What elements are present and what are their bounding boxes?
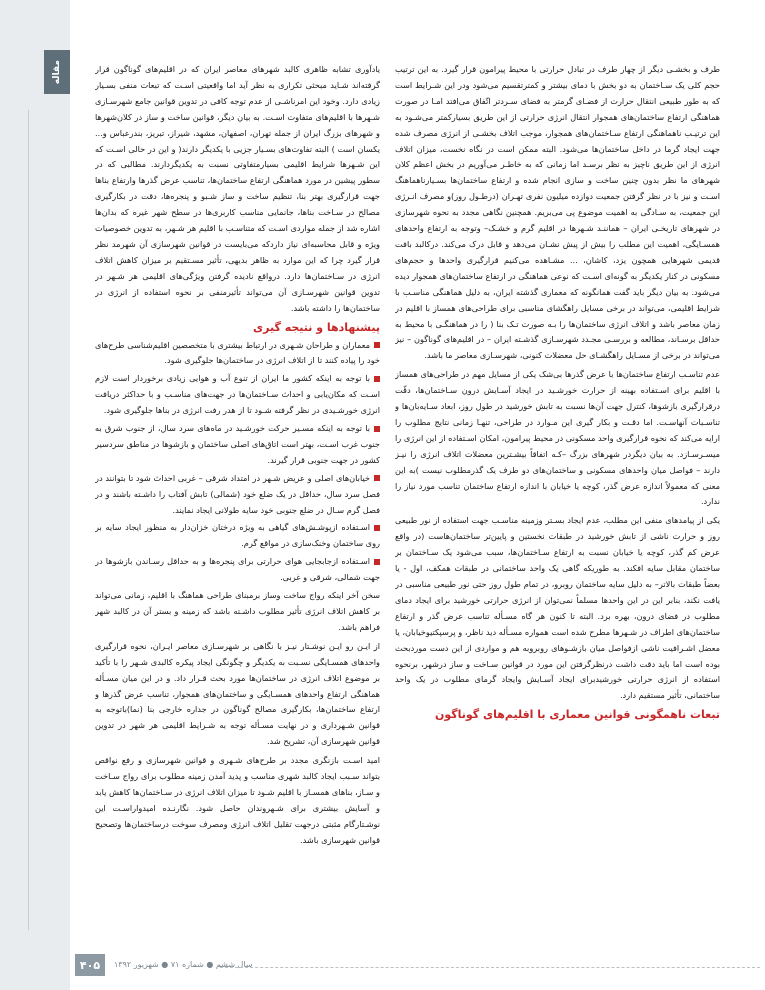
square-bullet-icon xyxy=(374,376,380,382)
paragraph: امید اسـت بازنگری مجدد بر طرح‌های شـهری و قوانین شهرسازی و رفع نواقص بتواند سـبب ایجاد کالبد شهری مناسب و پدید آمدن زمینه مطلوب برای رواج سـاخت و سـاز، بناهای همسـاز با اقلیم شـود تا میزان اتلاف انرژی در سـاختمان‌ها کاهش یابد و آسایش بیشتری برای شـهروندان حاصل شود. نگارنـده امیدواراسـت این نوشـتارگام مثبتی درجهت تقلیل اتلاف انرژی ومصرف سوخت درساختمان‌ها وتصحیح قوانین شهرسازی باشد. xyxy=(95,755,380,845)
bullet-text: خیابان‌های اصلی و عریض شـهر در امتداد شرقی – غربی احداث شود تا بتوانند در فصل سرد سال، حداقل در یک ضلع خود (شمالی) تابش آفتاب را داشـته باشند و در فصل گرم سـال در ضلع جنوبی خود سایه طولانی ایجاد نمایند. xyxy=(95,472,380,515)
section-heading: پیشنهادها و نتیجه گیری xyxy=(253,320,380,334)
square-bullet-icon xyxy=(374,342,380,348)
right-column xyxy=(395,62,720,942)
bullet-text: با توجه به اینکه مسـیر حرکت خورشـید در ماه‌های سرد سال، از جنوب شرق به جنوب غرب اسـت، بهتر است اتاق‌های اصلی ساختمان و بازشوها در مناطق سردسیر کشور در جهت جنوبی قرار گیرند. xyxy=(95,423,380,465)
paragraph: عدم تناسـب ارتفاع ساختمان‌ها با عرض گذرها بی‌شک یکی از مسایل مهم در طراحی‌های همساز با اقلیم برای اسـتفاده بهینه از حرارت خورشـید در ایجاد آسـایش درون سـاختمان‌ها، دقّت درقرارگیری بازشوها، کنترل جهت آن‌ها نسبت به تابش خورشید در طول روز، ابعاد سـایه‌بان‌ها و تناسـبات آنهاسـت. اما دقـت و بکار گیری این مـوارد در طراحی، تنهـا زمانی نتایج مطلوب را ارایه می‌کند که نحوه قرارگیری واحد مسکونی در محیط پیرامون، امکان اسـتفاده از این انرژی را میسـرسـازد. به بیان دیگردر شهرهای بزرگ –کـه اتفاقاً بیشـترین معضلات اتلاف انرژی را نیـز دارند – فواصل میان واحدهای مسکونی و ساختمان‌های دو طرف یک گذرمطلوب نیست )به این معنی که معمولاً اندازه عرض گذر، کوچه یا خیابان با اندازه ارتفاع ساختمان تناسب مورد نیاز را ندارد. xyxy=(395,369,720,507)
bullet-item xyxy=(95,554,380,586)
square-bullet-icon xyxy=(374,559,380,565)
square-bullet-icon xyxy=(374,475,380,481)
bullet-item xyxy=(95,371,380,419)
left-column xyxy=(95,62,380,942)
section-tab xyxy=(44,50,70,94)
paragraph: یکی از پیامدهای منفی این مطلب، عدم ایجاد بسـتر وزمینه مناسـب جهت استفاده از نور طبیعی روز و حرارت ناشی از تابش خورشید در طبقات نخستین و پایین‌تر ساختمان‌هاست (در واقع عرض کم گذر، کوچه یا خیابان نسبت به ارتفاع سـاختمان‌ها، سبب می‌شود یک سـاختمان بر ساختمان مقابل سایه افکند. به طوریکه گاهی یک واحد ساختمانی در طبقات همکف، اول - یا بعضاً طبقات بالاتر– به دلیل سایه ساختمان روبرو، در تمام طول روز حتی نور طبیعی مناسبی در یافت نکند، بنابر این در این واحدها مسلماً نمی‌توان از انرژی حرارتی خورشید برای ایجاد دمای مطلوب در فضای درون، بهره برد. البته تا کنون هر گاه مسـأله تناسب عرض گذر و ارتفاع ساختمان‌های اطراف در شـهرها مطرح شده است همواره مسـأله دید ناظر، و پرسپکتیوخیابان، یا معضل اشـرافیت ناشی ازفواصل میان بازشـوهای روبروبه هم و مواردی از این دست موردبحث بوده است اما باید دقت داشت درنظرگرفتن این مورد در قوانین سـاخت و ساز درشهر، برنحوه استفاده از انرژی حرارتی خورشیدبرای ایجاد آسـایش وایجاد گرمای مطلوب در یک واحد ساختمانی، تأثیر مستقیم دارد. xyxy=(395,515,720,701)
footer-divider xyxy=(220,967,760,968)
bullet-item xyxy=(95,421,380,469)
bullet-text: معماران و طراحان شـهری در ارتباط بیشتری با متخصصین اقلیم‌شناسی طرح‌های خود را پیاده کنند تا از اتلاف انرژی در ساختمان‌ها جلوگیری شود. xyxy=(95,339,380,366)
paragraph: طرف و بخشـی دیگر از چهار طرف در تبادل حرارتی با محیط پیرامون قرار گیرد. به این ترتیب حجم کلی یک سـاختمان به دو بخش با دمای بیشتر و کمترتقسیم می‌شود ودر این شـرایط است که به طور طبیعی انتقال حرارت از فضـای گرمتر به فضای سـردتر اتّفاق می‌افتد امـا در صورت هماهنگی ارتفاع ساختمان‌های همجوار انتقال انرژی حرارتی از این طریق بسیارکمتر می‌شـود به این ترتیـب ناهماهنگی ارتفاع سـاختمان‌های همجوار، موجب اتلاف بخشـی از انرژی مصرف شده جهت ایجاد گرما در داخل ساختمان‌ها می‌شود. البته ممکن است در نگاه نخست، میزان اتلاف انرژی از این طریق ناچیز به نظر برسـد اما زمانی که به خاطـر می‌آوریم در بخش اعظم کلان شهرهای ما نظر بدون چنین ساخت و سازی انجام شده و ارتفاع ساختمان‌ها بسـیارناهماهنگ اسـت و نیز با در نظر گرفتن جمعیت دوازده میلیون نفری تهـران (درطـول روز)و مصرف انـرژی این جمعیت، به سـادگی به اهمیت موضوع پی می‌بریم. همچنین نگاهی مجدد به نحوه شهرسازی در شهرهای تاریخـی ایران – هماننـد شـهرها در اقلیم گرم و خشـک– وتوجه به ارتفاع واحدهای همسـایگی، اهمیت این مطلب را بیش از پیش نشـان می‌دهد و قابل درک می‌کند. درکالبد بافت قدیمی شهرهایی همچون یزد، کاشان، ... مشـاهده می‌کنیم قرارگیری واحدها و حجم‌های مسکونی در کنار یکدیگر به گونه‌ای اسـت که نوعی هماهنگی در ارتفاع ساختمان‌های همجوار دیده می‌شود. به بیان دیگر باید گفت همانگونه که معماری گذشته ایران، به دلیل هماهنگی مناسـب با شرایط اقلیمی، می‌تواند در برخی مسایل راهگشای مناسبی برای طراحی‌های همساز با اقلیم در زمان معاصر باشد و اتلاف انرژی ساختمان‌ها را بـه صورت تـک بنا ( را در هماهنگـی با محیط به حداقل برسـاند، مطالعه و بررسـی مجـدد شهرسـازی گذشـته ایران – در اقلیم‌های گوناگون – نیز می‌تواند در برخی از مسـایل راهگشـای حل معضلات کنونی، شهرسـازی معاصر ما باشد. xyxy=(395,64,720,361)
paragraph: سخن آخر اینکه رواج ساخت وساز برمبنای طراحی هماهنگ با اقلیم، زمانی می‌تواند بر کاهش اتلاف انرژی تأثیر مطلوب داشـته باشد که زمینه و بستر آن در کالبد شهر فراهم باشد. xyxy=(95,590,380,632)
issue-info: سال ششم ● شماره ۷۱ ● شهریور ۱۳۹۲ xyxy=(114,960,253,969)
bullet-text: با توجه به اینکه کشور ما ایران از تنوع آب و هوایی زیادی برخوردار است لازم اسـت که مکان‌یابی و احداث سـاختمان‌ها در جهت‌های مناسـب و با حداکثر دریافت انرژی خورشـیدی در نظر گرفته شـود تا از هدر رفت انرژی در بناها جلوگیری شود. xyxy=(95,373,380,416)
bullet-text: اسـتفاده ازپوشـش‌های گیاهی به ویژه درختان خزان‌دار به منظور ایجاد سایه بر روی ساختمان وخنک‌سازی در مواقع گرم. xyxy=(95,522,380,549)
paragraph: از ایـن رو ایـن نوشـتار نیـز با نگاهی بر شهرسـازی معاصر ایـران، نحوه قرارگیری واحدهای همسـایگی نسـبت به یکدیگر و چگونگی ایجاد پیکره کالبدی شـهر را با تأکید بر موضوع اتلاف انرژی در ساختمان‌ها مورد بحث قـرار داد. و در این میان مسـأله هماهنگی ارتفاع واحدهای همسـایگی و ساختمان‌های همجوار، تناسب عرض گذرها و ارتفاع ساختمان‌ها، بکارگیری مصالح گوناگون در جداره خارجی بنا (نما)باتوجه به قوانین شـهرداری و در نهایت مسـأله توجه به شـرایط اقلیمی هر شهر در تدوین قوانین شهرسازی آن، تشریح شد. xyxy=(95,640,380,747)
bullet-item xyxy=(95,471,380,519)
square-bullet-icon xyxy=(374,525,380,531)
square-bullet-icon xyxy=(374,426,380,432)
page-footer xyxy=(70,958,765,980)
paragraph: یادآوری تشابه ظاهری کالبد شهرهای معاصر ایران که در اقلیم‌های گوناگون قرار گرفته‌اند شـاید مبحثی تکراری به نظر آید اما واقعیتی اسـت که تبعات منفی بسـیار زیادی دارد. وخود این امرناشـی از عدم توجه کافی در تدوین قوانین جامع شهرسـازی شـهرها با اقلیم‌های متفاوت اسـت. به بیان دیگر، قوانین ساخت و ساز در کلان‌شهرها و شهرهای بزرگ ایران از جمله تهران، اصفهان، مشهد، شیراز، تبریز، بندرعباس و... یکسان است ) البته تفاوت‌های بسـیار جزیی با یکدیگر دارند( و این در حالی اسـت که این شـهرها شرایط اقلیمی بسیارمتفاوتی نسبت به یکدیگردارند. مطالبی که در سطور پیشین در مورد هماهنگی ارتفاع ساختمان‌ها، تناسب عرض گذرها وارتفاع بناها جهت قرارگیری بهتر بنا، تنظیم ساخت و ساز شـبو و پنجره‌ها، دقت در بکارگیری مصالح در سـاخت بناها، جانمایی مناسب کاربری‌ها در سطح شهر غیره که بدان‌ها اشاره شد از جمله مواردی اسـت که متناسـب با اقلیم هر شـهر، به تدوین خصوصیات ویژه و قابل محاسبه‌ای نیاز داردکه می‌بایست در قوانین شهرسازی آن شهرمد نظر قرار گیرد چرا که این موارد به ظاهر بدیهی، تأثیر مسـتقیم بر میزان کاهش اتلاف انرژی در سـاختمان‌ها دارد. درواقع نادیده گرفتن ویژگی‌های اقلیمی هر شـهر در تدوین قوانین شهرسـازی آن می‌تواند تأثیرمنفی بر نحوه استفاده از انرژی در ساختمان‌ها را داشته باشد. xyxy=(95,64,380,313)
bullet-item xyxy=(95,338,380,370)
section-heading: تبعات ناهمگونی قوانین معماری با اقلیم‌های گوناگون xyxy=(434,708,720,722)
side-strip xyxy=(0,0,70,990)
bullet-text: اسـتفاده ازجابجایی هوای حرارتی برای پنجره‌ها و به حداقل رسـاندن بازشوها در جهت شمالی، شرقی و غربی. xyxy=(95,556,380,583)
side-divider xyxy=(28,110,29,930)
page-number: ۴۰۵ xyxy=(75,954,105,976)
bullet-item xyxy=(95,520,380,552)
section-tab-label: مقاله xyxy=(52,59,62,85)
